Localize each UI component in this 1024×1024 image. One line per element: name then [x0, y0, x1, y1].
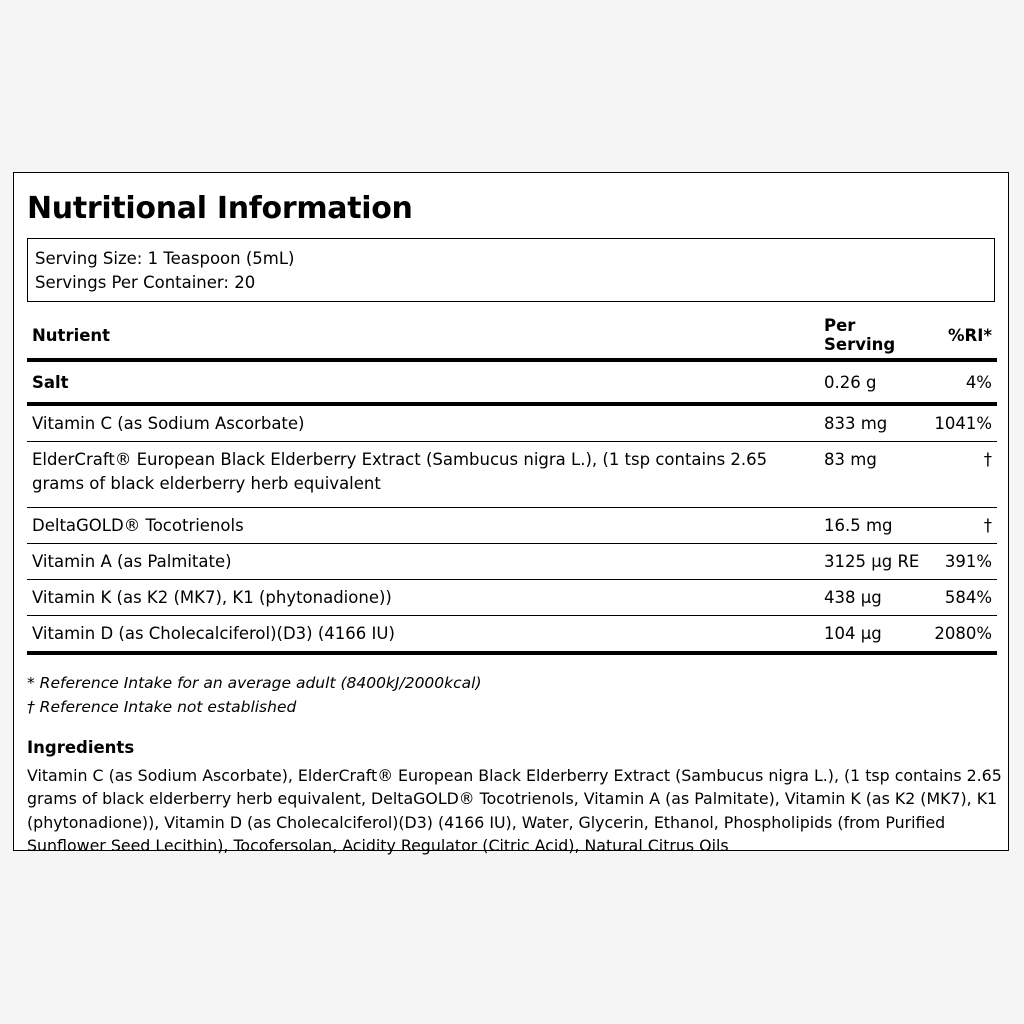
- footnote-dagger: † Reference Intake not established: [27, 698, 297, 716]
- per-serving-value: 438 µg: [819, 580, 929, 616]
- nutrient-name: Salt: [27, 360, 819, 404]
- per-serving-value: 0.26 g: [819, 360, 929, 404]
- per-serving-value: 83 mg: [819, 442, 929, 508]
- ri-value: 584%: [929, 580, 997, 616]
- table-row: [27, 508, 997, 544]
- per-serving-value: 16.5 mg: [819, 508, 929, 544]
- table-row: [27, 404, 997, 442]
- per-serving-value: 833 mg: [819, 404, 929, 442]
- table-header-row: [27, 316, 997, 360]
- ingredients-text: Vitamin C (as Sodium Ascorbate), ElderCraft® European Black Elderberry Extract (Sambucus nigra L.), (1 tsp contains 2.65 grams of black elderberry herb equivalent, DeltaGOLD® Tocotrienols, Vitamin A (as Palmitate), Vitamin K (as K2 (MK7), K1 (phytonadione)), Vitamin D (as Cholecalciferol)(D3) (4166 IU), Water, Glycerin, Ethanol, Phospholipids (from Purified Sunflower Seed Lecithin), Tocofersolan, Acidity Regulator (Citric Acid), Natural Citrus Oils: [27, 766, 1002, 855]
- serving-info-box: [27, 238, 995, 302]
- ri-value: 2080%: [929, 616, 997, 654]
- nutrient-name: Vitamin K (as K2 (MK7), K1 (phytonadione)): [27, 580, 819, 616]
- nutrient-name: Vitamin A (as Palmitate): [27, 544, 819, 580]
- ri-value: †: [929, 508, 997, 544]
- nutrient-table: [27, 316, 997, 655]
- nutrient-name: ElderCraft® European Black Elderberry Extract (Sambucus nigra L.), (1 tsp contains 2.65 grams of black elderberry herb equivalent: [27, 442, 819, 508]
- table-row: [27, 442, 997, 508]
- ingredients-title: Ingredients: [27, 738, 135, 757]
- table-row: [27, 360, 997, 404]
- header-nutrient: Nutrient: [27, 316, 819, 360]
- nutrient-name: Vitamin C (as Sodium Ascorbate): [27, 404, 819, 442]
- per-serving-value: 104 µg: [819, 616, 929, 654]
- serving-size: Serving Size: 1 Teaspoon (5mL): [35, 249, 295, 268]
- header-ri: %RI*: [929, 316, 997, 360]
- ri-value: 1041%: [929, 404, 997, 442]
- nutrition-panel: [13, 172, 1009, 855]
- table-row: [27, 616, 997, 654]
- nutrient-name: DeltaGOLD® Tocotrienols: [27, 508, 819, 544]
- table-row: [27, 580, 997, 616]
- nutrient-name: Vitamin D (as Cholecalciferol)(D3) (4166 IU): [27, 616, 819, 654]
- ri-value: 391%: [929, 544, 997, 580]
- header-per-serving: Per Serving: [819, 316, 929, 360]
- per-serving-value: 3125 µg RE: [819, 544, 929, 580]
- footnote-ri: * Reference Intake for an average adult (8400kJ/2000kcal): [27, 674, 482, 692]
- ri-value: †: [929, 442, 997, 508]
- table-row: [27, 544, 997, 580]
- footnotes: [27, 671, 995, 719]
- ri-value: 4%: [929, 360, 997, 404]
- page-title: Nutritional Information: [27, 191, 413, 226]
- servings-per-container: Servings Per Container: 20: [35, 273, 256, 292]
